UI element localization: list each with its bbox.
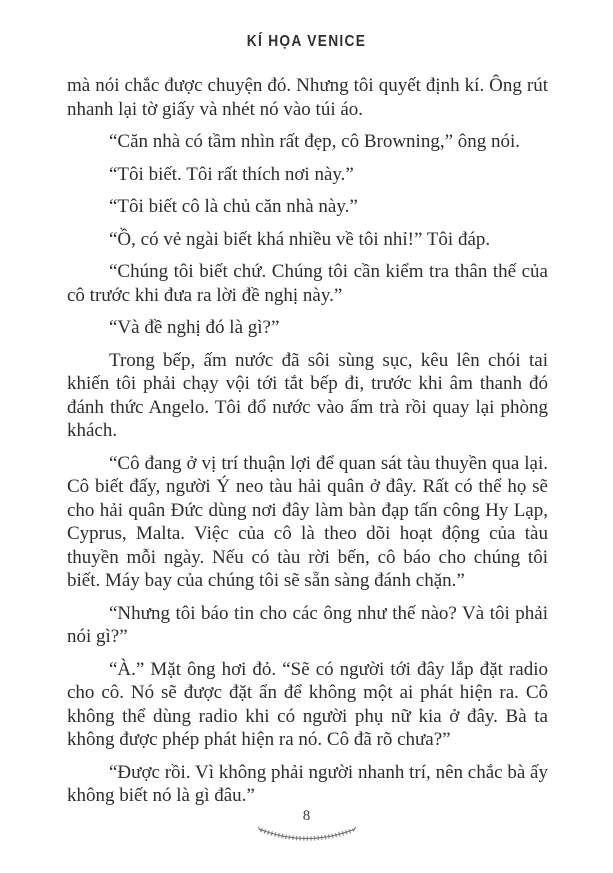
page-number: 8 — [302, 808, 311, 824]
paragraph: Trong bếp, ấm nước đã sôi sùng sục, kêu lên chói tai khiến tôi phải chạy vội tới tắt bếp đi, trước khi âm thanh đó đánh thức Angelo. Tôi đổ nước vào ấm trà rồi quay lại phòng khách. — [67, 349, 548, 441]
paragraph: “Và đề nghị đó là gì?” — [109, 317, 280, 338]
paragraph: “Cô đang ở vị trí thuận lợi để quan sát tàu thuyền qua lại. Cô biết đấy, người Ý neo tàu hải quân ở đây. Rất có thể họ sẽ cho hải quân Đức dùng nơi đây làm bàn đạp tấn công Hy Lạp, Cyprus, Malta. Việc của cô là theo dõi hoạt động của tàu thuyền mỗi ngày. Nếu có tàu rời bến, cô báo cho chúng tôi biết. Máy bay của chúng tôi sẽ sẵn sàng đánh chặn.” — [67, 452, 548, 591]
running-head: KÍ HỌA VENICE — [246, 33, 367, 50]
paragraph: “Nhưng tôi báo tin cho các ông như thế nào? Và tôi phải nói gì?” — [67, 602, 548, 647]
paragraph: “Ồ, có vẻ ngài biết khá nhiều về tôi nhỉ!” Tôi đáp. — [109, 228, 491, 250]
laurel-swash-icon — [255, 825, 359, 845]
paragraph: “Căn nhà có tầm nhìn rất đẹp, cô Browning,” ông nói. — [109, 131, 521, 152]
paragraph: “Chúng tôi biết chứ. Chúng tôi cần kiểm tra thân thế của cô trước khi đưa ra lời đề nghị này.” — [67, 261, 548, 306]
page-footer — [0, 809, 613, 845]
paragraph: “À.” Mặt ông hơi đỏ. “Sẽ có người tới đây lắp đặt radio cho cô. Nó sẽ được đặt ẩn để không một ai phát hiện ra. Cô không thể dùng radio khi có người phụ nữ kia ở đây. Bà ta không được phép phát hiện ra nó. Cô đã rõ chưa?” — [67, 658, 548, 750]
paragraph: mà nói chắc được chuyện đó. Nhưng tôi quyết định kí. Ông rút nhanh lại tờ giấy và nhét nó vào túi áo. — [67, 75, 548, 120]
body-text — [67, 74, 548, 817]
paragraph: “Được rồi. Vì không phải người nhanh trí, nên chắc bà ấy không biết nó là gì đâu.” — [67, 761, 548, 806]
paragraph: “Tôi biết cô là chủ căn nhà này.” — [109, 196, 358, 217]
paragraph: “Tôi biết. Tôi rất thích nơi này.” — [109, 163, 354, 185]
